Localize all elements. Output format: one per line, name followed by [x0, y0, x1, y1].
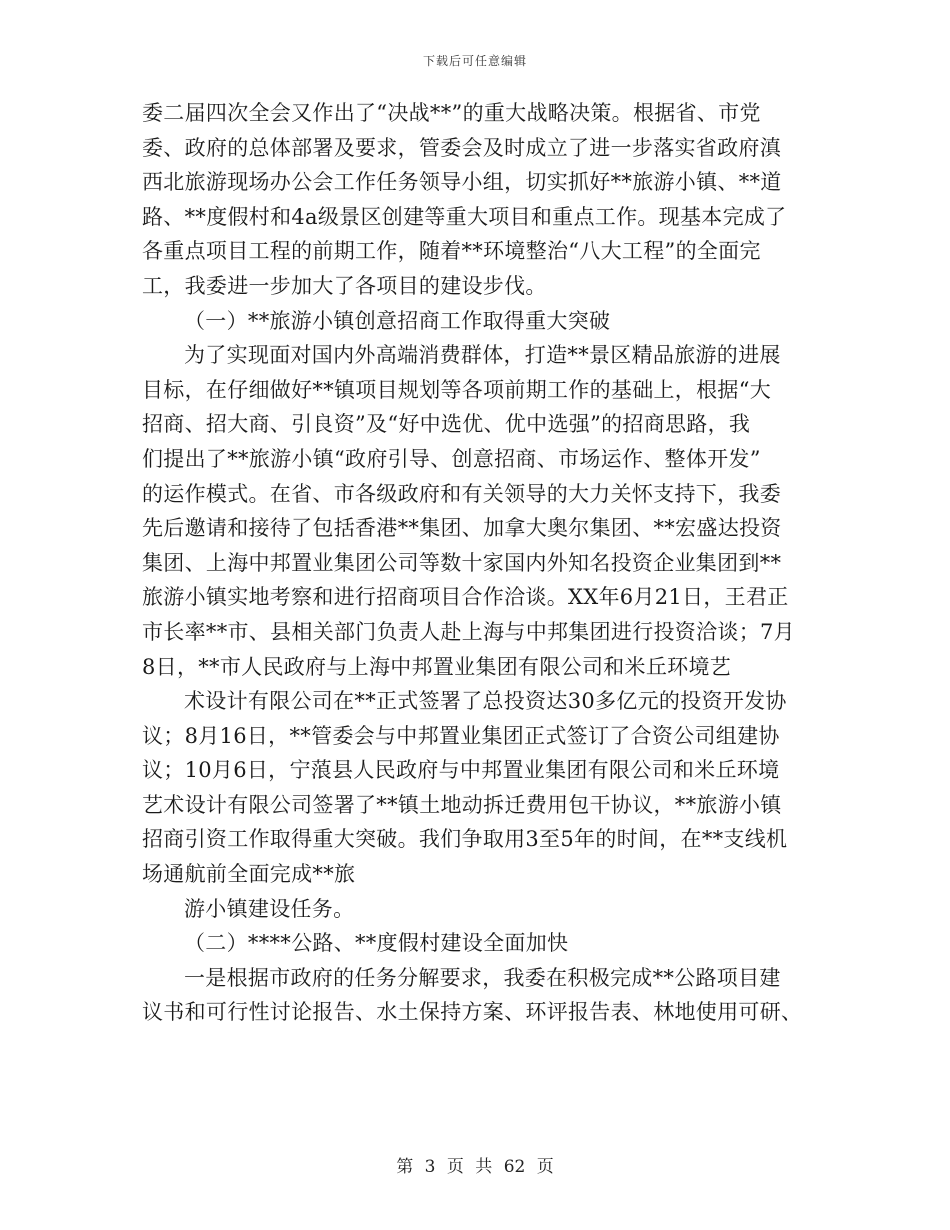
- text-line: 场通航前全面完成**旅: [142, 862, 356, 887]
- text-line: 术设计有限公司在**正式签署了总投资达30多亿元的投资开发协: [184, 689, 787, 714]
- text-line: 招商、招大商、引良资”及“好中选优、优中选强”的招商思路，我: [142, 412, 751, 437]
- text-line: 议；10月6日，宁蒗县人民政府与中邦置业集团有限公司和米丘环境: [142, 758, 780, 783]
- text-line: 艺术设计有限公司签署了**镇土地动拆迁费用包干协议，**旅游小镇: [142, 792, 782, 817]
- section-heading: （二）****公路、**度假村建设全面加快: [184, 931, 569, 956]
- page-footer: 第 3 页 共 62 页: [396, 1157, 554, 1177]
- text-line: 集团、上海中邦置业集团公司等数十家国内外知名投资企业集团到**: [142, 550, 782, 575]
- text-line: 议；8月16日，**管委会与中邦置业集团正式签订了合资公司组建协: [142, 723, 780, 748]
- text-line: 路、**度假村和4a级景区创建等重大项目和重点工作。现基本完成了: [142, 204, 787, 229]
- text-line: 8日，**市人民政府与上海中邦置业集团有限公司和米丘环境艺: [142, 654, 732, 679]
- page-header: 下载后可任意编辑: [422, 54, 527, 68]
- text-line: 西北旅游现场办公会工作任务领导小组，切实抓好**旅游小镇、**道: [142, 170, 782, 195]
- section-heading: （一）**旅游小镇创意招商工作取得重大突破: [184, 308, 611, 333]
- text-line: 为了实现面对国内外高端消费群体，打造**景区精品旅游的进展: [184, 343, 781, 368]
- text-line: 委、政府的总体部署及要求，管委会及时成立了进一步落实省政府滇: [142, 135, 781, 160]
- text-line: 各重点项目工程的前期工作，随着**环境整治“八大工程”的全面完: [142, 239, 761, 264]
- text-line: 一是根据市政府的任务分解要求，我委在积极完成**公路项目建: [184, 965, 781, 990]
- text-line: 工，我委进一步加大了各项目的建设步伐。: [142, 273, 547, 298]
- text-line: 目标，在仔细做好**镇项目规划等各项前期工作的基础上，根据“大: [142, 377, 772, 402]
- text-line: 先后邀请和接待了包括香港**集团、加拿大奥尔集团、**宏盛达投资: [142, 516, 782, 541]
- body-text: [142, 96, 808, 1030]
- text-line: 旅游小镇实地考察和进行招商项目合作洽谈。XX年6月21日，王君正: [142, 585, 789, 610]
- text-line: 的运作模式。在省、市各级政府和有关领导的大力关怀支持下，我委: [142, 481, 781, 506]
- text-line: 们提出了**旅游小镇“政府引导、创意招商、市场运作、整体开发”: [142, 446, 761, 471]
- text-line: 市长率**市、县相关部门负责人赴上海与中邦集团进行投资洽谈；7月: [142, 619, 795, 644]
- text-line: 游小镇建设任务。: [184, 896, 355, 921]
- text-line: 议书和可行性讨论报告、水土保持方案、环评报告表、林地使用可研、: [142, 1000, 803, 1025]
- text-line: 招商引资工作取得重大突破。我们争取用3至5年的时间，在**支线机: [142, 827, 788, 852]
- text-line: 委二届四次全会又作出了“决战**”的重大战略决策。根据省、市党: [142, 101, 761, 125]
